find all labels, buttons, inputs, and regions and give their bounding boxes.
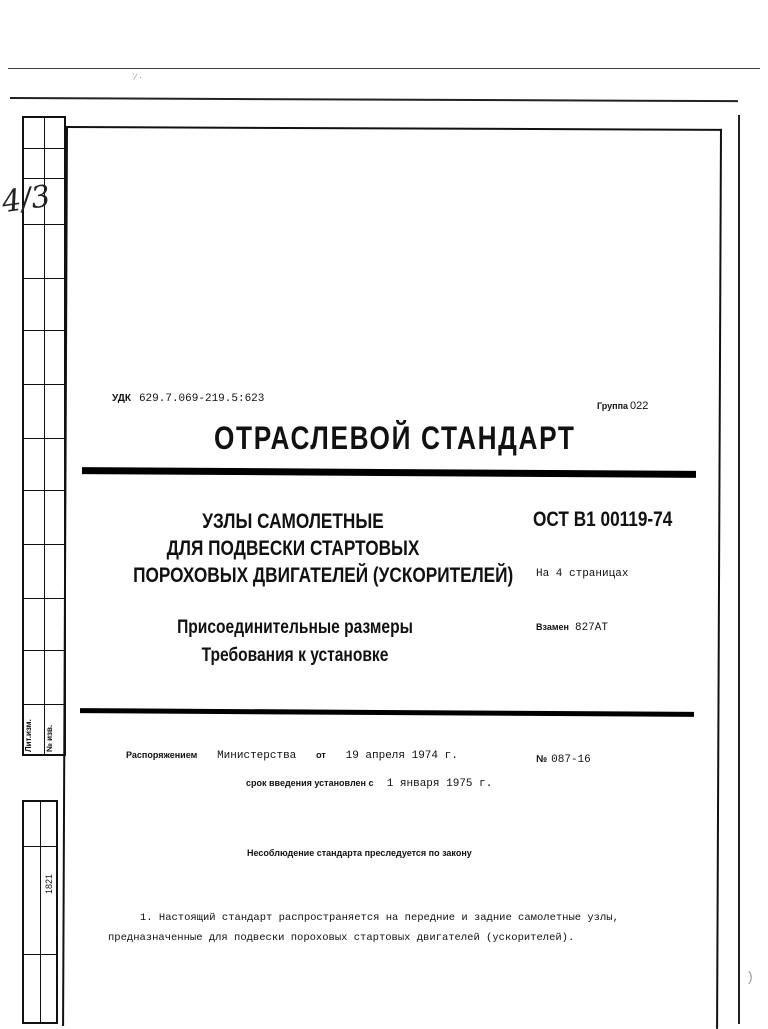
subject-line-2: ДЛЯ ПОДВЕСКИ СТАРТОВЫХ bbox=[166, 537, 420, 560]
effective-date-line bbox=[246, 778, 492, 790]
paragraph-1-text: 1. Настоящий стандарт распространяется на передние и задние самолетные узлы, предназначенные для подвески пороховых стартовых двигателей (ускорителей). bbox=[108, 912, 619, 944]
scan-artifact: ) bbox=[748, 968, 753, 984]
subject-line-3: ПОРОХОВЫХ ДВИГАТЕЛЕЙ (УСКОРИТЕЛЕЙ) bbox=[133, 564, 514, 587]
effective-label: срок введения установлен с bbox=[246, 778, 374, 788]
order-number-line bbox=[536, 754, 591, 766]
group-label: Группа bbox=[597, 401, 629, 411]
order-number: 087-16 bbox=[551, 754, 591, 766]
order-from-label: от bbox=[316, 750, 326, 760]
margin-inventory-strip bbox=[22, 800, 58, 1024]
handwritten-mark: 4/3 bbox=[0, 178, 53, 221]
scan-mark: ˈ⁄ · bbox=[132, 72, 142, 82]
document-title: ОТРАСЛЕВОЙ СТАНДАРТ bbox=[214, 420, 576, 456]
udk-line bbox=[112, 393, 264, 405]
udk-label: УДК bbox=[112, 393, 131, 404]
effective-date: 1 января 1975 г. bbox=[386, 778, 493, 790]
replaces-line bbox=[536, 622, 608, 634]
scan-top-line bbox=[8, 68, 760, 69]
strip-label-revision: Лит.изм. bbox=[24, 719, 33, 752]
standard-subject bbox=[98, 508, 514, 589]
paragraph-1 bbox=[108, 908, 648, 948]
udk-value: 629.7.069-219.5:623 bbox=[138, 393, 265, 405]
subtitle-line-2: Требования к установке bbox=[201, 645, 389, 666]
strip-label-notice: № изв. bbox=[45, 724, 54, 752]
group-line bbox=[597, 400, 648, 412]
outer-frame-right bbox=[738, 115, 740, 1024]
order-date: 19 апреля 1974 г. bbox=[345, 750, 458, 762]
replaces-value: 827АТ bbox=[574, 622, 608, 634]
replaces-label: Взамен bbox=[536, 622, 569, 632]
subtitle-line-1: Присоединительные размеры bbox=[177, 617, 413, 638]
standard-code: ОСТ В1 00119-74 bbox=[533, 508, 673, 531]
order-label: Распоряжением bbox=[126, 750, 198, 760]
legal-notice: Несоблюдение стандарта преследуется по закону bbox=[247, 848, 472, 858]
inventory-number: 1821 bbox=[44, 873, 54, 894]
standard-subtitle bbox=[140, 614, 450, 670]
subject-line-1: УЗЛЫ САМОЛЕТНЫЕ bbox=[202, 510, 384, 533]
group-value: 022 bbox=[630, 400, 649, 412]
outer-frame-top bbox=[10, 97, 738, 102]
order-line bbox=[126, 750, 458, 762]
page-count: На 4 страницах bbox=[536, 568, 629, 580]
order-issuer: Министерства bbox=[217, 750, 297, 762]
order-number-label: № bbox=[536, 754, 548, 765]
